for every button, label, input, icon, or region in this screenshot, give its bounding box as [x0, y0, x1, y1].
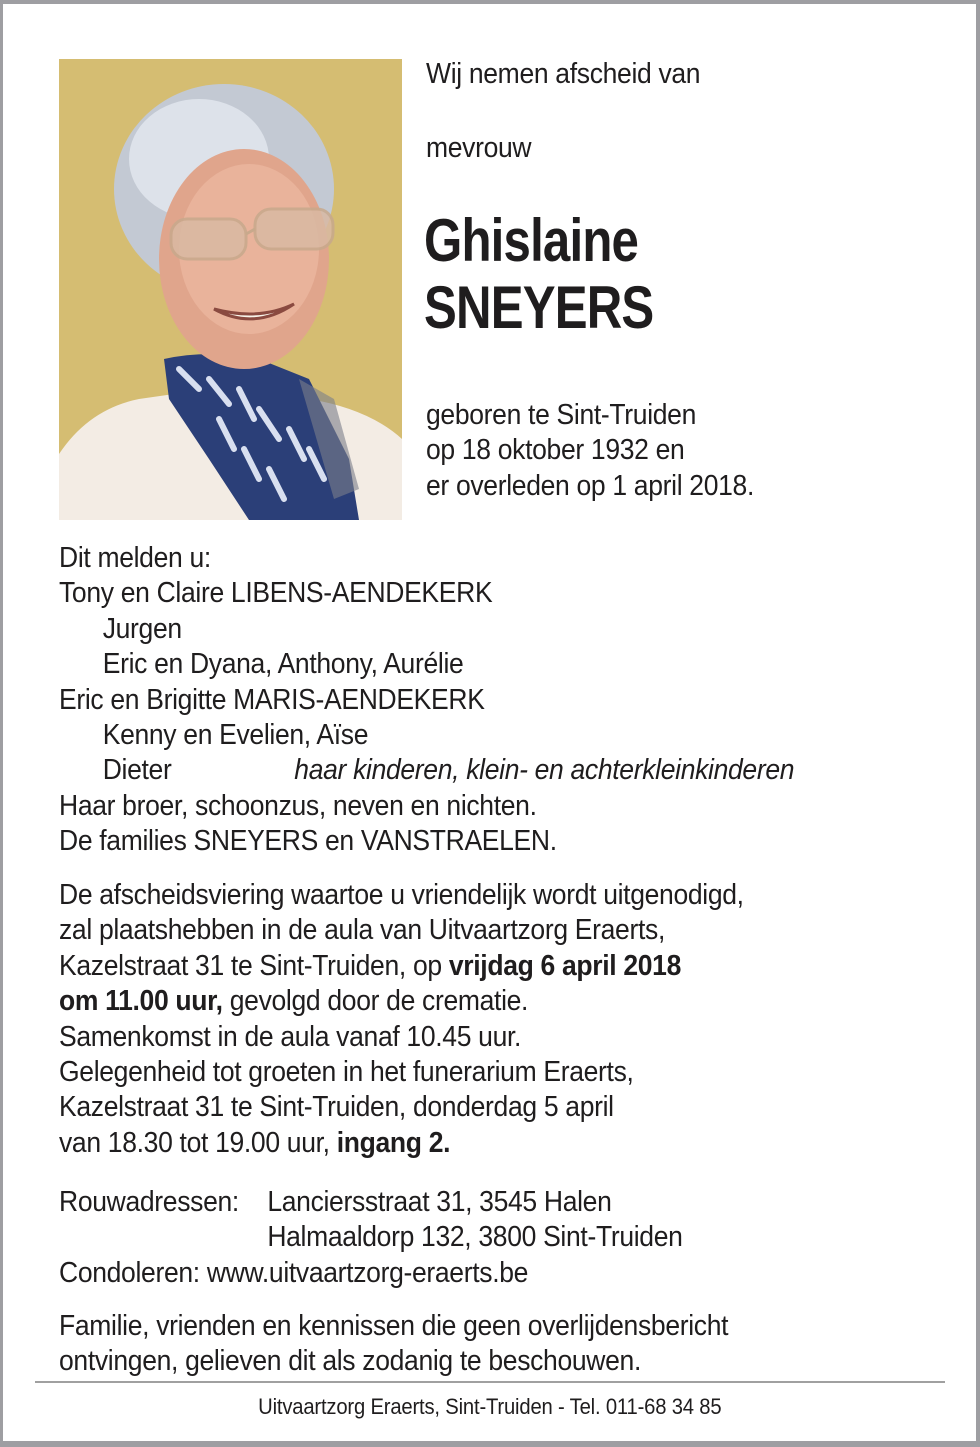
ceremony-followup: gevolgd door de crematie. — [222, 985, 529, 1018]
portrait-image — [59, 59, 402, 520]
birth-death-details — [426, 398, 754, 504]
entrance-number: ingang 2. — [336, 1126, 451, 1159]
address-halen: Lanciersstraat 31, 3545 Halen — [267, 1186, 612, 1218]
notice-line: ontvingen, gelieven dit als zodanig te beschouwen. — [59, 1345, 641, 1378]
footer-divider — [35, 1381, 945, 1383]
funeral-home-footer — [3, 1394, 976, 1420]
family-line: Kenny en Evelien, Aïse — [102, 718, 369, 751]
obituary-card — [3, 4, 976, 1441]
deceased-name — [424, 207, 653, 341]
viewing-line: Gelegenheid tot groeten in het funerarium Eraerts, — [59, 1056, 634, 1089]
condolence-label: Condoleren: — [59, 1256, 200, 1289]
ceremony-line: De afscheidsviering waartoe u vriendelijk wordt uitgenodigd, — [59, 879, 744, 911]
birth-date-line: op 18 oktober 1932 en — [426, 434, 685, 467]
ceremony-line: zal plaatshebben in de aula van Uitvaartzorg Eraerts, — [59, 914, 665, 947]
address-sint-truiden: Halmaaldorp 132, 3800 Sint-Truiden — [267, 1221, 683, 1254]
notice-line: Familie, vrienden en kennissen die geen overlijdensbericht — [59, 1310, 729, 1342]
death-date-line: er overleden op 1 april 2018. — [426, 469, 754, 502]
family-line: Eric en Dyana, Anthony, Aurélie — [102, 648, 464, 681]
family-list — [59, 541, 795, 860]
viewing-line: Kazelstraat 31 te Sint-Truiden, donderdag 5 april — [59, 1091, 614, 1124]
intro-text: Wij nemen afscheid van — [426, 58, 701, 90]
addresses-label: Rouwadressen: — [59, 1186, 239, 1218]
birth-line: geboren te Sint-Truiden — [426, 399, 697, 431]
ceremony-line — [59, 949, 744, 984]
extended-family-line: De families SNEYERS en VANSTRAELEN. — [59, 825, 557, 858]
condolence-link[interactable]: www.uitvaartzorg-eraerts.be — [206, 1256, 529, 1289]
mourning-addresses — [59, 1185, 683, 1291]
family-line — [59, 753, 795, 788]
family-heading: Dit melden u: — [59, 542, 211, 574]
ceremony-date: vrijdag 6 april 2018 — [448, 949, 682, 982]
viewing-line — [59, 1126, 744, 1161]
footer-text: Uitvaartzorg Eraerts, Sint-Truiden - Tel. 011-68 34 85 — [257, 1394, 722, 1419]
address-row — [59, 1220, 683, 1255]
gathering-line: Samenkomst in de aula vanaf 10.45 uur. — [59, 1020, 522, 1053]
last-name: SNEYERS — [424, 274, 654, 341]
relation-tag: haar kinderen, klein- en achterkleinkinderen — [294, 754, 795, 787]
viewing-time: van 18.30 tot 19.00 uur, — [59, 1126, 337, 1159]
extended-family-line: Haar broer, schoonzus, neven en nichten. — [59, 789, 537, 822]
ceremony-time: om 11.00 uur, — [59, 985, 223, 1018]
address-row — [59, 1185, 612, 1220]
ceremony-location: Kazelstraat 31 te Sint-Truiden, op — [59, 949, 449, 982]
ceremony-details — [59, 878, 744, 1161]
family-line: Eric en Brigitte MARIS-AENDEKERK — [59, 683, 485, 716]
family-line: Tony en Claire LIBENS-AENDEKERK — [59, 577, 493, 610]
ceremony-line — [59, 984, 744, 1019]
family-line: Jurgen — [102, 612, 182, 645]
honorific-title: mevrouw — [426, 132, 532, 164]
family-line-name: Dieter — [102, 754, 172, 787]
first-name: Ghislaine — [424, 207, 639, 274]
condolence-row — [59, 1256, 528, 1291]
portrait-photo — [59, 59, 402, 520]
notice-text — [59, 1309, 728, 1380]
